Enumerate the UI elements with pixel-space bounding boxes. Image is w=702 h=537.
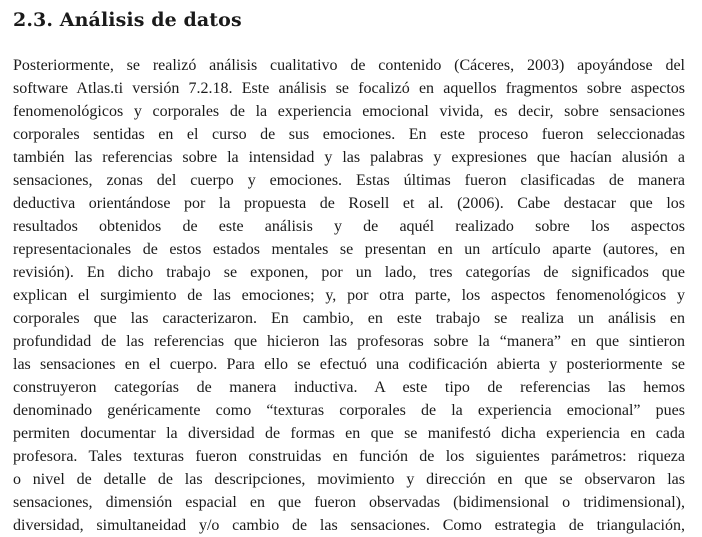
paragraph-line: profundidad de las referencias que hicieron las profesoras sobre la “manera” en que sintieron	[13, 333, 685, 350]
paragraph-line: denominado genéricamente como “texturas corporales de la experiencia emocional” pues	[13, 402, 685, 419]
paragraph-line: las sensaciones en el cuerpo. Para ello se efectuó una codificación abierta y posteriormente se	[13, 356, 685, 373]
paragraph-line: sensaciones, zonas del cuerpo y emociones. Estas últimas fueron clasificadas de manera	[13, 172, 685, 189]
paragraph-line: también las referencias sobre la intensidad y las palabras y expresiones que hacían alusión a	[13, 149, 685, 166]
paragraph-line: Posteriormente, se realizó análisis cualitativo de contenido (Cáceres, 2003) apoyándose del	[13, 57, 685, 74]
paragraph-line: permiten documentar la diversidad de formas en que se manifestó dicha experiencia en cada	[13, 425, 685, 442]
paragraph-line: fenomenológicos y corporales de la experiencia emocional vivida, es decir, sobre sensaciones	[13, 103, 685, 120]
paragraph-line: profesora. Tales texturas fueron construidas en función de los siguientes parámetros: riqueza	[13, 448, 685, 465]
paragraph-line: representacionales de estos estados mentales se presentan en un artículo aparte (autores, en	[13, 241, 685, 258]
body-paragraph	[13, 54, 685, 537]
paragraph-line: corporales sentidas en el curso de sus emociones. En este proceso fueron seleccionadas	[13, 126, 685, 143]
paragraph-line: diversidad, simultaneidad y/o cambio de las sensaciones. Como estrategia de triangulación,	[13, 517, 685, 534]
paragraph-line: deductiva orientándose por la propuesta de Rosell et al. (2006). Cabe destacar que los	[13, 195, 685, 212]
section-heading: 2.3. Análisis de datos	[13, 9, 242, 31]
paragraph-line: construyeron categorías de manera inductiva. A este tipo de referencias las hemos	[13, 379, 685, 396]
paragraph-line: sensaciones, dimensión espacial en que fueron observadas (bidimensional o tridimensional),	[13, 494, 685, 511]
paragraph-line: explican el surgimiento de las emociones; y, por otra parte, los aspectos fenomenológicos y	[13, 287, 685, 304]
paragraph-line: revisión). En dicho trabajo se exponen, por un lado, tres categorías de significados que	[13, 264, 685, 281]
paragraph-line: o nivel de detalle de las descripciones, movimiento y dirección en que se observaron las	[13, 471, 685, 488]
paragraph-line: software Atlas.ti versión 7.2.18. Este análisis se focalizó en aquellos fragmentos sobre aspectos	[13, 80, 685, 97]
paragraph-line: corporales que las caracterizaron. En cambio, en este trabajo se realiza un análisis en	[13, 310, 685, 327]
paragraph-line: resultados obtenidos de este análisis y de aquél realizado sobre los aspectos	[13, 218, 685, 235]
